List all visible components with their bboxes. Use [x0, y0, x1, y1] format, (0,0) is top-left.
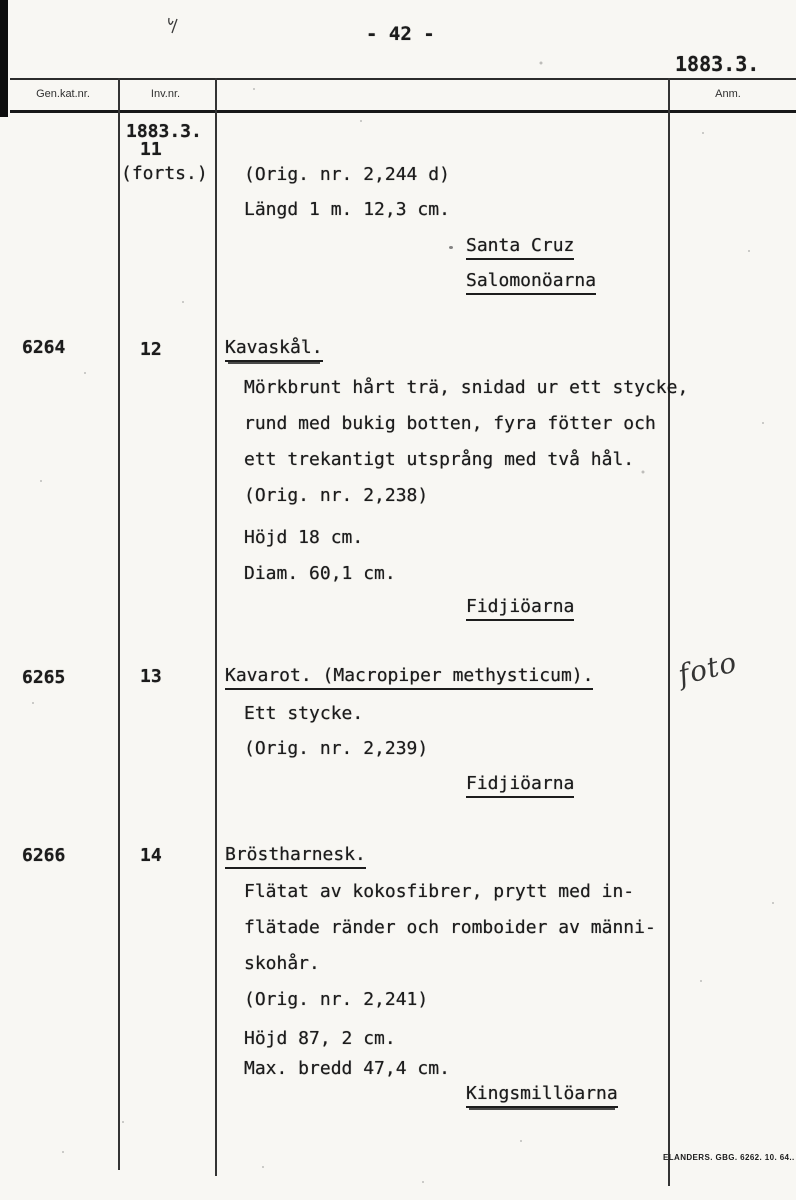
entry14-orig-nr: (Orig. nr. 2,241)	[244, 989, 429, 1010]
entry14-inv-nr: 14	[140, 845, 162, 866]
column-rule-1	[118, 78, 120, 1170]
entry14-place: Kingsmillöarna	[466, 1083, 618, 1108]
entry12-title: Kavaskål.	[225, 337, 323, 362]
entry11-inv-nr-forts: (forts.)	[121, 163, 208, 184]
entry11-inv-nr-year: 1883.3.	[126, 121, 202, 142]
entry12-orig-nr: (Orig. nr. 2,238)	[244, 485, 429, 506]
entry11-place-2: Salomonöarna	[466, 270, 596, 295]
binding-edge-mark	[0, 0, 8, 117]
entry12-desc-2: rund med bukig botten, fyra fötter och	[244, 413, 656, 434]
entry14-desc-3: skohår.	[244, 953, 320, 974]
entry13-desc-1: Ett stycke.	[244, 703, 364, 724]
entry13-anm-note-foto: foto	[674, 645, 741, 692]
entry12-desc-3: ett trekantigt utsprång med två hål.	[244, 449, 635, 470]
column-header-anm: Anm.	[715, 88, 741, 100]
entry12-dimension-1: Höjd 18 cm.	[244, 527, 364, 548]
entry12-inv-nr: 12	[140, 339, 162, 360]
column-header-gen-kat-nr: Gen.kat.nr.	[36, 88, 90, 100]
entry12-gen-kat-nr: 6264	[22, 337, 66, 358]
entry13-title: Kavarot. (Macropiper methysticum).	[225, 665, 593, 690]
column-rule-2	[215, 78, 217, 1176]
collection-number: 1883.3.	[675, 52, 760, 76]
entry13-place: Fidjiöarna	[466, 773, 574, 798]
entry14-desc-1: Flätat av kokosfibrer, prytt med in-	[244, 881, 635, 902]
table-header-rule	[10, 110, 796, 113]
scan-noise	[0, 0, 2, 2]
entry13-gen-kat-nr: 6265	[22, 667, 66, 688]
entry11-orig-nr: (Orig. nr. 2,244 d)	[244, 164, 450, 185]
entry11-dimension: Längd 1 m. 12,3 cm.	[244, 199, 450, 220]
entry11-place-1: Santa Cruz	[466, 235, 574, 260]
printer-imprint: ELANDERS. GBG. 6262. 10. 64..	[663, 1153, 795, 1162]
column-rule-3	[668, 78, 670, 1186]
entry14-gen-kat-nr: 6266	[22, 845, 66, 866]
entry14-dimension-2: Max. bredd 47,4 cm.	[244, 1058, 450, 1079]
entry14-dimension-1: Höjd 87, 2 cm.	[244, 1028, 396, 1049]
entry11-inv-nr-number: 11	[140, 139, 162, 160]
entry14-title: Bröstharnesk.	[225, 844, 366, 869]
entry13-orig-nr: (Orig. nr. 2,239)	[244, 738, 429, 759]
column-header-inv-nr: Inv.nr.	[150, 88, 181, 100]
entry14-desc-2: flätade ränder och romboider av männi-	[244, 917, 656, 938]
page-number: - 42 -	[366, 23, 435, 45]
entry12-place: Fidjiöarna	[466, 596, 574, 621]
entry12-dimension-2: Diam. 60,1 cm.	[244, 563, 396, 584]
entry13-inv-nr: 13	[140, 666, 162, 687]
entry12-desc-1: Mörkbrunt hårt trä, snidad ur ett stycke,	[244, 377, 689, 398]
pen-mark	[166, 16, 182, 36]
stray-dot	[449, 246, 453, 249]
table-top-rule	[10, 78, 796, 80]
